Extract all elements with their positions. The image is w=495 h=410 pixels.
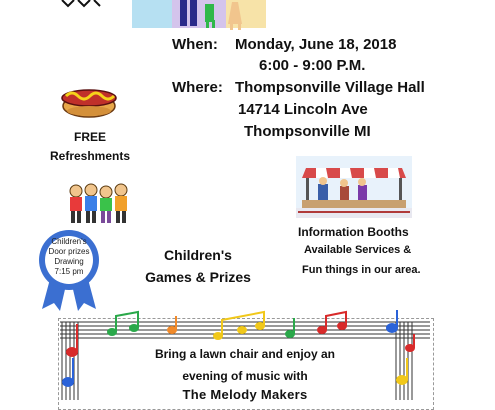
refreshments-free: FREE <box>73 130 106 144</box>
when-label: When: <box>172 36 218 53</box>
kids-group-icon <box>66 183 136 227</box>
ribbon-line-2: Door prizes <box>48 247 90 256</box>
banner-fragment-icon <box>60 0 104 8</box>
children-line-1: Children's <box>164 247 232 263</box>
band-name: The Melody Makers <box>182 387 308 402</box>
music-line-2: evening of music with <box>182 369 308 383</box>
booths-line-1: Available Services & <box>304 244 412 256</box>
ribbon-line-1: Children's <box>51 237 87 246</box>
ribbon-text <box>45 237 93 277</box>
ribbon-line-4: 7:15 pm <box>54 267 84 276</box>
refreshments-text <box>40 128 140 166</box>
event-date: Monday, June 18, 2018 <box>235 36 397 53</box>
where-label: Where: <box>172 79 223 96</box>
children-games-text <box>136 244 260 288</box>
family-clipart-icon <box>132 0 266 32</box>
ribbon-line-3: Drawing <box>54 257 84 266</box>
venue-name: Thompsonville Village Hall <box>235 79 425 96</box>
music-line-1: Bring a lawn chair and enjoy an <box>154 347 336 361</box>
booths-line-2: Fun things in our area. <box>302 264 421 276</box>
venue-street: 14714 Lincoln Ave <box>238 101 368 118</box>
booths-title: Information Booths <box>298 225 409 239</box>
venue-city: Thompsonville MI <box>244 123 371 140</box>
hot-dog-icon <box>60 80 118 120</box>
market-booth-icon <box>296 156 412 218</box>
refreshments-label: Refreshments <box>49 149 131 163</box>
event-time: 6:00 - 9:00 P.M. <box>259 57 366 74</box>
children-line-2: Games & Prizes <box>145 269 251 285</box>
